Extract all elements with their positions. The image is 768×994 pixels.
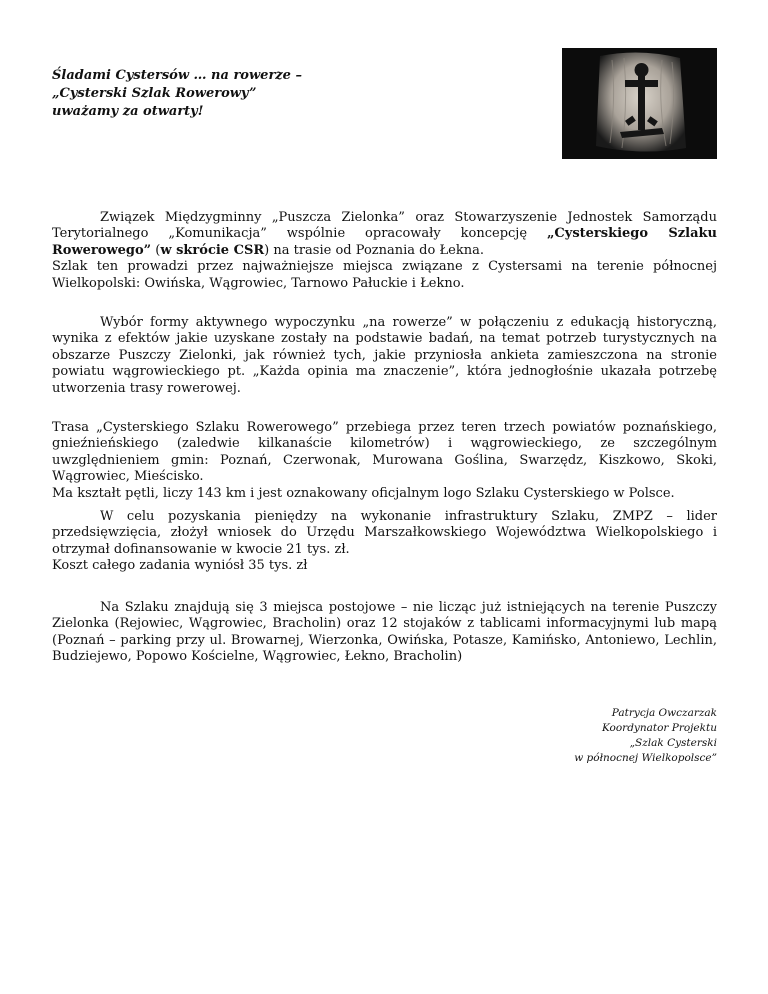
paragraph-5-text: Ma kształt pętli, liczy 143 km i jest oznakowany oficjalnym logo Szlaku Cysterskiego w Polsce. xyxy=(52,485,675,501)
paragraph-8-text: Na Szlaku znajdują się 3 miejsca postojowe – nie licząc już istniejących na terenie Puszczy Zielonka (Rejowiec, Wągrowiec, Bracholin) oraz 12 stojaków z tablicami informacyjnymi lub mapą (Poznań – parking przy ul. Browarnej, Wierzonka, Owińska, Potasze, Kamińsko, Antoniewo, Lechlin, Budziejewo, Popowo Kościelne, Wągrowiec, Łekno, Bracholin) xyxy=(52,600,717,665)
p1-text-c: ( xyxy=(151,242,161,258)
p1-text-b: „Cysterskiego Szlaku Rowerowego” xyxy=(52,226,717,258)
p1-text-e: ) na trasie od Poznania do Łekna. xyxy=(264,242,484,258)
paragraph-route: Szlak ten prowadzi przez najważniejsze miejsca związane z Cystersami na terenie północnej Wielkopolski: Owińska, Wągrowiec, Tarnowo Pałuckie i Łekno. xyxy=(52,259,717,291)
heading-line-1: Śladami Cystersów … na rowerze – xyxy=(52,68,302,83)
paragraph-4-text: Trasa „Cysterskiego Szlaku Rowerowego” przebiega przez teren trzech powiatów poznańskiego, gnieźnieńskiego (zaledwie kilkanaście kilometrów) i wągrowieckiego, ze szczególnym uwzględnieniem gmin: Poznań, Czerwonak, Murowana Goślina, Swarzędz, Kiszkowo, Skoki, Wągrowiec, Mieścisko. xyxy=(52,420,717,485)
paragraph-trail xyxy=(52,420,717,502)
signature-project-2: w północnej Wielkopolsce” xyxy=(574,752,717,764)
document-heading xyxy=(52,67,302,121)
p1-text-d: w skrócie CSR xyxy=(160,242,265,258)
signature-block xyxy=(574,706,717,766)
cistercian-cross-icon xyxy=(562,48,717,159)
signature-name: Patrycja Owczarzak xyxy=(611,707,717,719)
paragraph-3-text: Wybór formy aktywnego wypoczynku „na rowerze” w połączeniu z edukacją historyczną, wynika z efektów jakie uzyskane zostały na podstawie badań, na temat potrzeb turystycznych na obszarze Puszczy Zielonki, jak również tych, jakie przyniosła ankieta zamieszczona na stronie powiatu wągrowieckiego pt. „Każda opinia ma znaczenie”, która jednogłośnie ukazała potrzebę utworzenia trasy rowerowej. xyxy=(52,315,717,396)
signature-project-1: „Szlak Cysterski xyxy=(629,737,717,749)
trail-mark-photo xyxy=(562,48,717,159)
signature-role: Koordynator Projektu xyxy=(601,722,717,734)
paragraph-funding xyxy=(52,509,717,575)
paragraph-6-text: W celu pozyskania pieniędzy na wykonanie infrastruktury Szlaku, ZMPZ – lider przedsięwzięcia, złożył wniosek do Urzędu Marszałkowskiego Województwa Wielkopolskiego i otrzymał dofinansowanie w kwocie 21 tys. zł. xyxy=(52,509,717,557)
paragraph-stops xyxy=(52,600,717,666)
heading-line-2: „Cysterski Szlak Rowerowy” xyxy=(52,86,257,101)
paragraph-intro xyxy=(52,210,717,292)
paragraph-choice xyxy=(52,315,717,397)
p1-text-a: Związek Międzygminny „Puszcza Zielonka” oraz Stowarzyszenie Jednostek Samorządu Terytorialnego „Komunikacja” wspólnie opracowały koncepcję xyxy=(52,210,717,242)
paragraph-7-text: Koszt całego zadania wyniósł 35 tys. zł xyxy=(52,558,308,574)
heading-line-3: uważamy za otwarty! xyxy=(52,104,204,119)
